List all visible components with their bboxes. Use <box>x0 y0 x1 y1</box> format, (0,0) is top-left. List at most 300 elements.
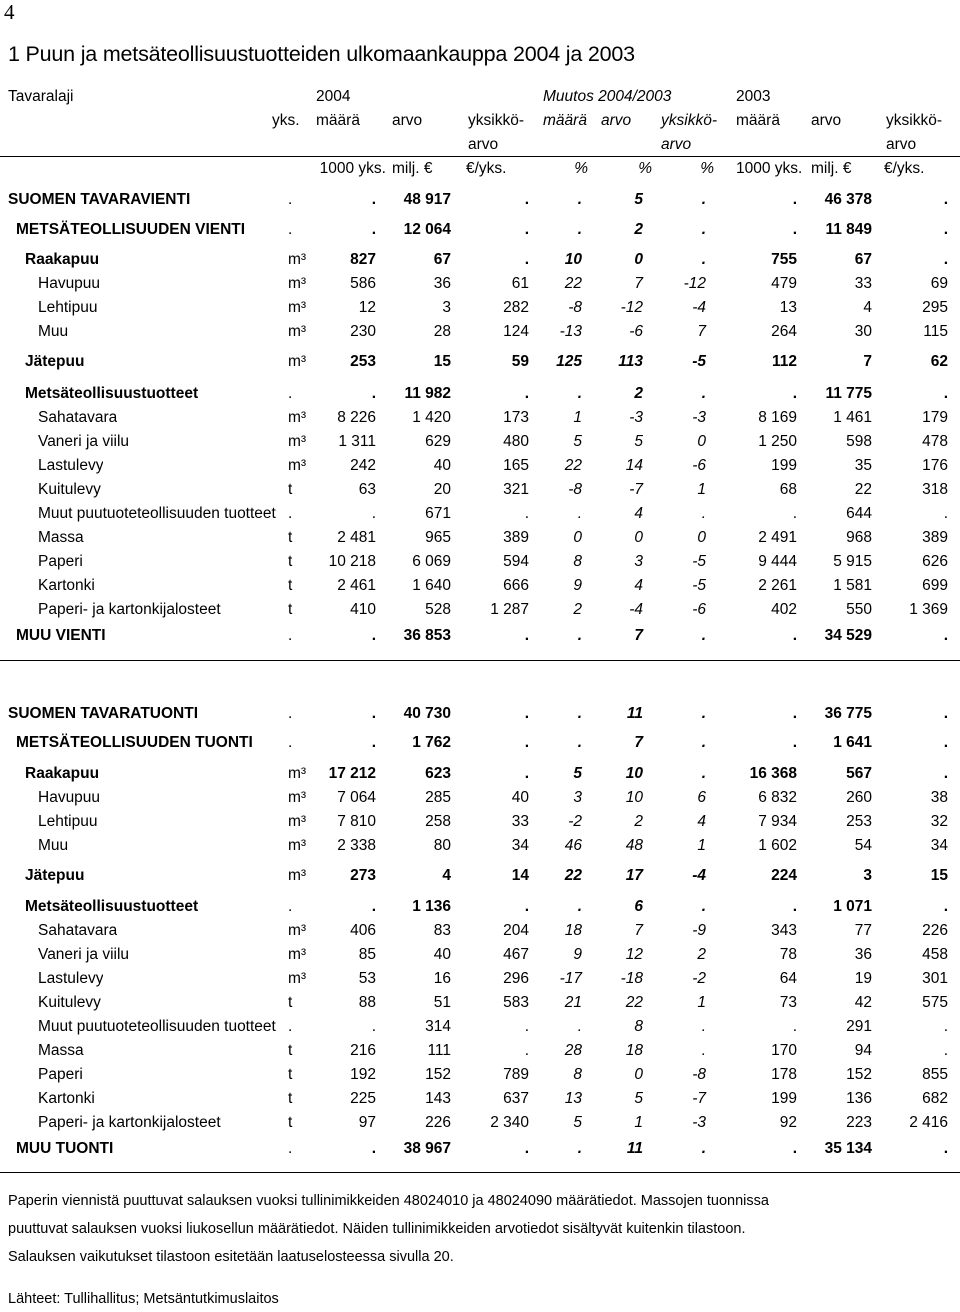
cell-c1: 273 <box>350 867 376 884</box>
cell-m3: . <box>701 1018 706 1035</box>
cell-d3: . <box>943 385 948 402</box>
cell-c3: 2 340 <box>490 1114 529 1131</box>
cell-m1: -13 <box>559 323 582 340</box>
row-label: Raakapuu <box>25 251 100 268</box>
table-row <box>0 478 960 502</box>
cell-c1: 7 810 <box>337 813 376 830</box>
footnote-line-2: puuttuvat salauksen vuoksi liukosellun määrätiedot. Näiden tullinimikkeiden arvotiedot sisältyvät kuitenkin tilastoon. <box>8 1221 746 1237</box>
cell-m2: 6 <box>634 898 643 915</box>
cell-m3: . <box>701 191 706 208</box>
cell-c3: 14 <box>511 867 529 884</box>
header-unit-1000-2004: 1000 yks. <box>319 160 386 177</box>
cell-m2: 0 <box>634 1066 643 1083</box>
table-row <box>0 991 960 1015</box>
cell-m2: 12 <box>625 946 643 963</box>
table-row <box>0 430 960 454</box>
row-unit: m³ <box>288 251 307 268</box>
cell-c1: 410 <box>350 601 376 618</box>
cell-c3: 467 <box>503 946 529 963</box>
table-row <box>0 454 960 478</box>
cell-c2: 143 <box>425 1090 451 1107</box>
cell-d1: 224 <box>771 867 797 884</box>
cell-d2: 136 <box>846 1090 872 1107</box>
row-label: Sahatavara <box>38 922 118 939</box>
cell-c1: . <box>371 734 376 751</box>
cell-c2: 3 <box>442 299 451 316</box>
cell-m3: . <box>701 765 706 782</box>
table-row <box>0 218 960 242</box>
cell-c3: 34 <box>511 837 529 854</box>
row-unit: . <box>288 705 293 722</box>
cell-d1: 755 <box>771 251 797 268</box>
cell-c2: 48 917 <box>403 191 451 208</box>
row-label: Sahatavara <box>38 409 118 426</box>
cell-m3: . <box>701 1140 706 1157</box>
row-label: METSÄTEOLLISUUDEN TUONTI <box>16 734 253 751</box>
table-row <box>0 967 960 991</box>
cell-d1: 7 934 <box>758 813 797 830</box>
cell-c3: 282 <box>503 299 529 316</box>
row-unit: m³ <box>288 299 307 316</box>
row-label: Lastulevy <box>38 457 104 474</box>
row-label: Paperi- ja kartonkijalosteet <box>38 601 221 618</box>
row-unit: m³ <box>288 353 307 370</box>
row-unit: . <box>288 191 293 208</box>
cell-c1: 2 461 <box>337 577 376 594</box>
cell-d1: . <box>792 627 797 644</box>
cell-m3: . <box>701 898 706 915</box>
cell-d2: 223 <box>846 1114 872 1131</box>
table-row <box>0 188 960 212</box>
cell-c1: 230 <box>350 323 376 340</box>
header-muutos: Muutos 2004/2003 <box>543 88 672 105</box>
page-title: 1 Puun ja metsäteollisuustuotteiden ulkomaankauppa 2004 ja 2003 <box>8 42 635 66</box>
cell-d1: 112 <box>771 353 797 370</box>
cell-c2: 226 <box>425 1114 451 1131</box>
table-row <box>0 864 960 888</box>
cell-m2: 4 <box>634 577 643 594</box>
row-label: Jätepuu <box>25 867 85 884</box>
row-label: Muut puutuoteteollisuuden tuotteet <box>38 1018 276 1035</box>
row-unit: m³ <box>288 922 307 939</box>
cell-d1: 178 <box>771 1066 797 1083</box>
cell-m2: 14 <box>625 457 643 474</box>
cell-m1: 22 <box>564 867 582 884</box>
table-row <box>0 1063 960 1087</box>
table-row <box>0 320 960 344</box>
table-row <box>0 1087 960 1111</box>
cell-d3: 38 <box>930 789 948 806</box>
row-unit: m³ <box>288 409 307 426</box>
cell-d2: 30 <box>854 323 872 340</box>
cell-d2: 46 378 <box>824 191 872 208</box>
cell-m3: -3 <box>692 1114 706 1131</box>
table-row <box>0 702 960 726</box>
cell-m2: 48 <box>625 837 643 854</box>
row-unit: m³ <box>288 867 307 884</box>
cell-m2: -6 <box>629 323 643 340</box>
header-rule <box>0 156 960 157</box>
cell-c3: . <box>524 734 529 751</box>
cell-d3: 115 <box>923 323 948 340</box>
cell-d1: 343 <box>771 922 797 939</box>
cell-m1: 125 <box>556 353 582 370</box>
cell-m3: 2 <box>697 946 706 963</box>
cell-d1: . <box>792 191 797 208</box>
cell-d1: . <box>792 734 797 751</box>
cell-m1: . <box>577 627 582 644</box>
table-row <box>0 248 960 272</box>
cell-m3: 0 <box>697 433 706 450</box>
cell-d3: 176 <box>922 457 948 474</box>
cell-c2: 6 069 <box>412 553 451 570</box>
header-yks: yks. <box>272 112 300 129</box>
cell-m3: . <box>701 705 706 722</box>
cell-c2: 16 <box>433 970 451 987</box>
row-label: Jätepuu <box>25 353 85 370</box>
cell-m2: 5 <box>634 191 643 208</box>
cell-c1: 2 481 <box>337 529 376 546</box>
row-unit: . <box>288 221 293 238</box>
cell-d1: . <box>792 898 797 915</box>
cell-m2: 22 <box>625 994 643 1011</box>
header-maara-2003: määrä <box>736 112 780 129</box>
table-row <box>0 598 960 622</box>
cell-c2: 629 <box>425 433 451 450</box>
cell-m3: 1 <box>697 481 706 498</box>
cell-m3: 1 <box>697 994 706 1011</box>
row-unit: m³ <box>288 789 307 806</box>
row-unit: . <box>288 505 293 522</box>
cell-c2: 4 <box>442 867 451 884</box>
cell-d2: 1 581 <box>833 577 872 594</box>
row-unit: . <box>288 734 293 751</box>
row-unit: t <box>288 577 293 594</box>
cell-m1: 18 <box>564 922 582 939</box>
row-label: Muu <box>38 323 69 340</box>
cell-c1: . <box>371 505 376 522</box>
cell-c1: . <box>371 191 376 208</box>
cell-d3: . <box>943 765 948 782</box>
header-maara-muutos: määrä <box>543 112 587 129</box>
cell-c2: 152 <box>425 1066 451 1083</box>
header-arvo-2003: arvo <box>811 112 842 129</box>
cell-d3: . <box>943 705 948 722</box>
cell-m3: 6 <box>697 789 706 806</box>
cell-c1: . <box>371 1140 376 1157</box>
cell-d3: 682 <box>922 1090 948 1107</box>
cell-c1: 63 <box>358 481 376 498</box>
cell-m3: -6 <box>692 601 706 618</box>
cell-c1: 12 <box>358 299 376 316</box>
row-unit: m³ <box>288 813 307 830</box>
table-row <box>0 350 960 374</box>
cell-m2: 17 <box>625 867 643 884</box>
cell-d3: 699 <box>922 577 948 594</box>
cell-m2: 5 <box>634 433 643 450</box>
row-label: Lehtipuu <box>38 299 98 316</box>
row-unit: . <box>288 1018 293 1035</box>
cell-c1: . <box>371 221 376 238</box>
cell-m1: . <box>577 705 582 722</box>
cell-d1: . <box>792 705 797 722</box>
cell-d2: 35 <box>854 457 872 474</box>
cell-d1: 13 <box>779 299 797 316</box>
cell-m3: 4 <box>697 813 706 830</box>
cell-c1: 2 338 <box>337 837 376 854</box>
cell-d3: 855 <box>922 1066 948 1083</box>
cell-d2: 94 <box>854 1042 872 1059</box>
row-label: Metsäteollisuustuotteet <box>25 385 199 402</box>
cell-c1: 10 218 <box>328 553 376 570</box>
cell-m2: 18 <box>625 1042 643 1059</box>
cell-c2: 40 730 <box>403 705 451 722</box>
cell-d1: . <box>792 221 797 238</box>
cell-c3: 124 <box>503 323 529 340</box>
row-label: Kuitulevy <box>38 481 101 498</box>
cell-d2: 67 <box>854 251 872 268</box>
cell-d1: 6 832 <box>758 789 797 806</box>
cell-d3: . <box>943 1018 948 1035</box>
cell-c1: 17 212 <box>328 765 376 782</box>
table-row <box>0 382 960 406</box>
row-unit: m³ <box>288 457 307 474</box>
cell-c1: 242 <box>350 457 376 474</box>
cell-c1: 7 064 <box>337 789 376 806</box>
cell-c1: . <box>371 705 376 722</box>
cell-m3: -12 <box>683 275 706 292</box>
cell-m3: -3 <box>692 409 706 426</box>
cell-d1: 199 <box>771 457 797 474</box>
footnote-line-1: Paperin viennistä puuttuvat salauksen vuoksi tullinimikkeiden 48024010 ja 48024090 määrätiedot. Massojen tuonnissa <box>8 1193 769 1209</box>
cell-d1: 2 261 <box>758 577 797 594</box>
row-label: Muu <box>38 837 69 854</box>
cell-c2: 51 <box>433 994 451 1011</box>
table-row <box>0 810 960 834</box>
cell-m1: 9 <box>573 577 582 594</box>
cell-c1: 97 <box>358 1114 376 1131</box>
cell-c2: 40 <box>433 457 451 474</box>
cell-d1: . <box>792 1140 797 1157</box>
table-row <box>0 919 960 943</box>
cell-m2: 7 <box>634 922 643 939</box>
row-unit: . <box>288 627 293 644</box>
page-number: 4 <box>4 0 15 24</box>
cell-d2: 5 915 <box>833 553 872 570</box>
cell-d3: 62 <box>930 353 948 370</box>
cell-m1: 8 <box>573 1066 582 1083</box>
cell-d1: 402 <box>771 601 797 618</box>
row-label: Vaneri ja viilu <box>38 946 130 963</box>
cell-d2: 77 <box>854 922 872 939</box>
cell-d1: 199 <box>771 1090 797 1107</box>
table-header <box>0 84 960 177</box>
cell-d3: . <box>943 505 948 522</box>
cell-d3: 301 <box>922 970 948 987</box>
cell-m1: -8 <box>568 299 582 316</box>
cell-d1: 170 <box>771 1042 797 1059</box>
cell-c3: 321 <box>503 481 529 498</box>
table-row <box>0 624 960 648</box>
cell-c1: 88 <box>358 994 376 1011</box>
cell-c3: 40 <box>511 789 529 806</box>
row-unit: t <box>288 994 293 1011</box>
row-label: MUU TUONTI <box>16 1140 114 1157</box>
header-arvo2-2004: arvo <box>468 136 499 153</box>
cell-m1: 5 <box>573 1114 582 1131</box>
cell-m2: -18 <box>620 970 643 987</box>
cell-c2: 12 064 <box>403 221 451 238</box>
cell-d2: 35 134 <box>824 1140 872 1157</box>
cell-c2: 1 762 <box>412 734 451 751</box>
table-row <box>0 895 960 919</box>
cell-d3: 15 <box>930 867 948 884</box>
cell-c2: 965 <box>425 529 451 546</box>
header-pct-3: % <box>700 160 714 177</box>
row-label: Kartonki <box>38 1090 95 1107</box>
cell-d1: 64 <box>779 970 797 987</box>
row-unit: . <box>288 898 293 915</box>
cell-d2: 260 <box>846 789 872 806</box>
cell-m1: . <box>577 385 582 402</box>
table-row <box>0 574 960 598</box>
cell-d1: 479 <box>771 275 797 292</box>
cell-d2: 11 849 <box>825 221 872 238</box>
cell-c2: 83 <box>433 922 451 939</box>
cell-c2: 314 <box>425 1018 451 1035</box>
cell-m1: -8 <box>568 481 582 498</box>
cell-c1: 225 <box>350 1090 376 1107</box>
cell-c3: 666 <box>503 577 529 594</box>
cell-c2: 38 967 <box>403 1140 451 1157</box>
cell-m3: . <box>701 385 706 402</box>
header-arvo2-2003: arvo <box>886 136 917 153</box>
cell-m3: . <box>701 1042 706 1059</box>
cell-c1: 8 226 <box>337 409 376 426</box>
cell-m1: -2 <box>568 813 582 830</box>
cell-m1: 13 <box>564 1090 582 1107</box>
header-maara-2004: määrä <box>316 112 360 129</box>
header-pct-2: % <box>638 160 652 177</box>
cell-c1: 1 311 <box>338 433 376 450</box>
header-yksikko-muutos: yksikkö- <box>661 112 717 129</box>
cell-d2: 152 <box>846 1066 872 1083</box>
cell-c3: . <box>524 705 529 722</box>
cell-c2: 1 640 <box>412 577 451 594</box>
cell-c1: 53 <box>358 970 376 987</box>
header-year-2003: 2003 <box>736 88 771 105</box>
cell-c3: 389 <box>503 529 529 546</box>
cell-d3: 575 <box>922 994 948 1011</box>
cell-m2: 8 <box>634 1018 643 1035</box>
cell-d3: 32 <box>930 813 948 830</box>
cell-m3: . <box>701 734 706 751</box>
cell-d2: 550 <box>846 601 872 618</box>
cell-m2: 2 <box>634 221 643 238</box>
cell-d2: 291 <box>846 1018 872 1035</box>
footnote-line-3: Salauksen vaikutukset tilastoon esitetään laatuselosteessa sivulla 20. <box>8 1249 454 1265</box>
cell-c2: 36 853 <box>403 627 451 644</box>
cell-d2: 11 775 <box>825 385 872 402</box>
table-row <box>0 762 960 786</box>
cell-c3: 165 <box>503 457 529 474</box>
row-unit: m³ <box>288 323 307 340</box>
cell-c1: 253 <box>350 353 376 370</box>
cell-d2: 1 071 <box>833 898 872 915</box>
cell-c3: . <box>524 191 529 208</box>
row-unit: t <box>288 1066 293 1083</box>
table-row <box>0 296 960 320</box>
cell-m1: 9 <box>573 946 582 963</box>
cell-m3: -5 <box>692 577 706 594</box>
cell-m3: -5 <box>692 353 706 370</box>
header-unit-milj-2004: milj. € <box>392 160 433 177</box>
cell-m2: 7 <box>634 734 643 751</box>
cell-c2: 28 <box>433 323 451 340</box>
row-label: Kartonki <box>38 577 95 594</box>
cell-m1: 46 <box>564 837 582 854</box>
row-label: SUOMEN TAVARAVIENTI <box>8 191 191 208</box>
cell-c1: 85 <box>358 946 376 963</box>
cell-m1: . <box>577 1140 582 1157</box>
cell-m2: 7 <box>634 627 643 644</box>
header-unit-1000-2003: 1000 yks. <box>736 160 803 177</box>
table-row <box>0 731 960 755</box>
row-label: Paperi <box>38 1066 83 1083</box>
table-row <box>0 502 960 526</box>
header-year-2004: 2004 <box>316 88 351 105</box>
cell-c3: 594 <box>503 553 529 570</box>
cell-d2: 19 <box>854 970 872 987</box>
cell-c2: 67 <box>433 251 451 268</box>
cell-d3: . <box>943 627 948 644</box>
cell-m3: 1 <box>697 837 706 854</box>
cell-m1: 28 <box>564 1042 582 1059</box>
row-unit: m³ <box>288 946 307 963</box>
cell-m1: 0 <box>573 529 582 546</box>
row-unit: . <box>288 385 293 402</box>
cell-c3: 583 <box>503 994 529 1011</box>
cell-c2: 20 <box>433 481 451 498</box>
cell-d1: 264 <box>771 323 797 340</box>
cell-c3: 61 <box>511 275 529 292</box>
cell-d1: . <box>792 505 797 522</box>
table-row <box>0 550 960 574</box>
cell-m1: -17 <box>559 970 582 987</box>
row-label: Massa <box>38 1042 84 1059</box>
cell-c2: 111 <box>427 1042 451 1059</box>
cell-d1: 8 169 <box>758 409 797 426</box>
source-line: Lähteet: Tullihallitus; Metsäntutkimuslaitos <box>8 1291 279 1307</box>
cell-d2: 968 <box>846 529 872 546</box>
cell-m1: 5 <box>573 765 582 782</box>
cell-c3: 33 <box>511 813 529 830</box>
cell-c1: . <box>371 627 376 644</box>
row-label: Havupuu <box>38 789 101 806</box>
cell-m1: . <box>577 221 582 238</box>
cell-d3: 458 <box>922 946 948 963</box>
row-label: Muut puutuoteteollisuuden tuotteet <box>38 505 276 522</box>
row-unit: t <box>288 1042 293 1059</box>
row-label: MUU VIENTI <box>16 627 106 644</box>
cell-d1: 78 <box>779 946 797 963</box>
cell-d1: 9 444 <box>758 553 797 570</box>
cell-d2: 598 <box>846 433 872 450</box>
cell-d3: . <box>943 221 948 238</box>
cell-d3: . <box>943 1140 948 1157</box>
cell-d3: 179 <box>922 409 948 426</box>
row-label: Vaneri ja viilu <box>38 433 130 450</box>
